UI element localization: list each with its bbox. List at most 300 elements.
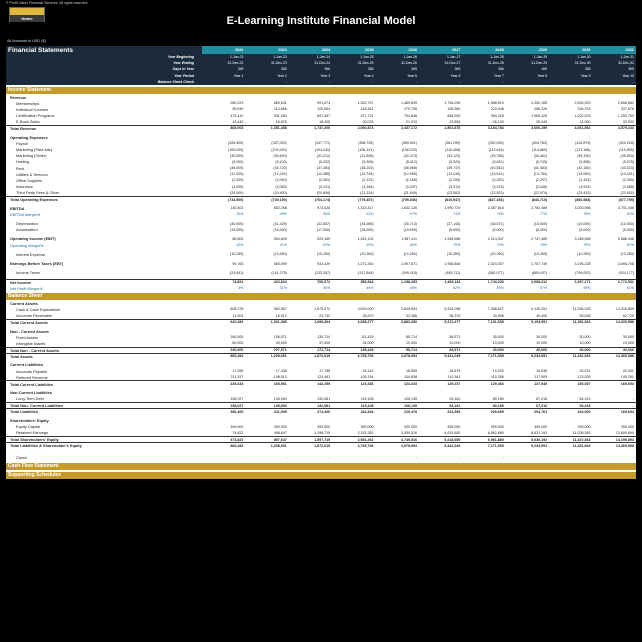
value-cell: 1,743,230 [487,280,504,285]
value-cell: (16,000) [273,227,287,232]
value-cell: (799,057) [575,270,591,275]
value-cell: 31% [279,286,287,291]
table-row [6,353,636,359]
value-cell: - [502,455,504,460]
value-cell: 53% [322,243,331,248]
value-cell: (3,446) [535,184,548,189]
row-label: Revenue [10,94,27,100]
value-cell: 105,194 [360,375,374,380]
value-cell: 399,000 [317,424,331,429]
row-label: Equity Capital [16,424,41,430]
value-cell: 23,895 [449,119,461,124]
value-cell: (877,795) [618,197,634,202]
row-label: Amortization [16,227,38,233]
value-cell: 11,431,663 [572,443,591,448]
value-cell: 26,100 [492,119,504,124]
value-cell: (34,461) [533,153,548,158]
value-cell: (119,509) [618,147,634,152]
row-label: Rent [16,165,25,171]
value-cell: 531,284 [273,113,287,118]
value-cell: 135,714 [317,335,331,340]
value-cell: 7,131,535 [487,320,504,325]
value-cell: 2,629,000 [357,307,374,312]
meta-row-label: Balance Sheet Check [157,79,194,84]
value-cell: 15,440 [232,119,244,124]
value-cell: (38,968) [403,166,417,171]
value-cell: (2,297) [535,178,548,183]
meta-row-label: Year Beginning [167,55,194,60]
value-cell: 40,000 [622,348,634,353]
copyright-notice: © Profit Vision Financial Services. All rights reserved. [6,1,89,5]
value-cell: (22,974) [533,190,548,195]
value-cell: 40% [322,286,331,291]
value-cell: 207,571 [273,348,287,353]
value-cell: 18,405 [319,119,331,124]
value-cell: (10,000) [533,221,548,226]
value-cell: 123,343 [403,382,417,387]
value-cell: 81% [626,212,634,217]
meta-cell: 1-Jan-26 [403,55,417,60]
value-cell: 165,951 [273,382,287,387]
value-cell: 123,336 [360,382,374,387]
meta-cell: 366 [324,67,331,72]
value-cell: 10,000 [449,341,461,346]
value-cell: (12,000) [230,172,244,177]
value-cell: 222,399 [447,409,461,414]
value-cell: (3,515) [579,184,591,189]
value-cell: (2,208) [448,178,461,183]
year-header: 2025 [332,46,375,54]
value-cell: - [372,455,374,460]
value-cell: 11,336,025 [572,307,591,312]
value-cell: 2,092,874 [357,126,374,131]
value-cell: 31,050 [579,119,591,124]
value-cell: (10,260) [316,252,331,257]
value-cell: 399,000 [360,424,374,429]
value-cell: 60% [366,243,374,248]
row-label: Intangible Assets [16,340,46,346]
value-cell: 150,057 [577,382,591,387]
value-cell: (317,848) [358,270,374,275]
meta-cell: - [545,79,548,84]
value-cell: 129,237 [447,382,461,387]
value-cell: (5,858) [579,159,591,164]
value-cell: (10,260) [490,252,504,257]
value-cell: 1,736,039 [444,101,461,106]
value-cell: 3,350,516 [400,430,417,435]
value-cell: (19,000) [403,227,417,232]
row-label: Cash & Cash Equivalents [16,306,61,312]
meta-cell: - [285,79,287,84]
meta-cell: 31-Dec-23 [270,61,287,66]
value-cell: (5,743) [535,159,548,164]
value-cell: 148,361 [360,107,374,112]
value-cell: (5,202) [318,159,331,164]
value-cell: 13,800,894 [615,430,634,435]
meta-cell: 365 [454,67,461,72]
value-cell: 1,642,126 [400,206,417,211]
row-label: Operating Margin% [10,242,44,248]
value-cell: 132,081 [317,396,331,401]
value-cell: (32,857) [316,221,331,226]
value-cell: (5,000) [535,227,548,232]
value-cell: 18,505 [405,369,417,374]
value-cell: (3,378) [492,184,504,189]
value-cell: (14,341) [620,172,634,177]
value-cell: (5,100) [275,159,287,164]
value-cell: - [415,455,417,460]
value-cell: 56% [322,212,331,217]
row-label: Payroll [16,140,28,146]
units-note: All Amounts in USD ($) [7,39,46,43]
table-row [6,442,636,448]
value-cell: 23,732 [319,313,331,318]
row-label: E-Book Sales [16,119,40,125]
year-header: 2028 [462,46,505,54]
value-cell: 923,169 [317,236,331,241]
value-cell: (24,941) [230,270,244,275]
value-cell: 473,822 [230,437,244,442]
meta-cell: - [632,79,634,84]
value-cell: 991,674 [317,101,331,106]
value-cell: 59% [583,286,591,291]
value-cell: 60,000 [232,341,244,346]
value-cell: 1,069,425 [531,113,548,118]
financial-statements-header [6,46,636,54]
value-cell: 65% [409,243,417,248]
value-cell: 170,706 [403,107,417,112]
value-cell: 2,551,262 [357,437,374,442]
value-cell: 6,562,880 [487,430,504,435]
value-cell: 3,200,968 [574,206,591,211]
home-button-label: Home [10,15,44,22]
value-cell: 54,243 [579,396,591,401]
value-cell: 130,503 [230,206,244,211]
row-label: Deferred Revenue [16,374,48,380]
meta-cell: - [329,79,331,84]
value-cell: (12,989) [403,172,417,177]
value-cell: 11,391,663 [572,320,591,325]
value-cell: 30,000 [536,335,548,340]
value-cell: (2,252) [492,178,504,183]
value-cell: 15% [236,212,244,217]
row-label: Non-Current Liabilities [10,390,52,396]
value-cell: (3,247) [405,184,417,189]
value-cell: (37,454) [316,166,331,171]
value-cell: 145,054 [273,403,287,408]
statement-sections [6,87,636,479]
value-cell: 55% [496,286,504,291]
row-label: Current Liabilities [10,362,44,368]
page-title: E-Learning Institute Financial Model [226,15,416,27]
value-cell: (30,000) [230,153,244,158]
meta-cell: 1-Jan-31 [620,55,634,60]
value-cell: 180,000 [230,335,244,340]
value-cell: 49,000 [275,341,287,346]
meta-cell: 31-Dec-24 [314,61,331,66]
year-header: 2031 [593,46,636,54]
value-cell: 10,000 [579,341,591,346]
section-header[interactable]: Supporting Schedules [6,472,636,479]
value-cell: 19,200 [492,369,504,374]
value-cell: (489,711) [445,270,461,275]
value-cell: (5,000) [492,227,504,232]
value-cell: (2,040) [275,178,287,183]
value-cell: (5,000) [448,227,461,232]
value-cell: 9,194,951 [531,320,548,325]
value-cell: 111,429 [361,335,374,340]
value-cell: 40,000 [536,348,548,353]
value-cell: (12,485) [316,172,331,177]
meta-cell: 31-Dec-29 [531,61,548,66]
value-cell: 125,654 [317,107,331,112]
value-cell: 5,218,650 [444,437,461,442]
value-cell: 169,694 [620,382,634,387]
value-cell: 1,489,605 [400,101,417,106]
value-cell: 256,226 [534,107,548,112]
value-cell: 18,875 [449,369,461,374]
logo-bar [10,8,44,15]
value-cell: - [632,403,634,408]
value-cell: 204,300 [577,409,591,414]
value-cell: 620,282 [230,320,244,325]
meta-row [6,79,636,85]
value-cell: (3,184) [362,184,374,189]
meta-cell: 1-Jan-30 [577,55,591,60]
value-cell: 52% [453,286,461,291]
value-cell: (43,023) [620,166,634,171]
value-cell: 28,440 [536,119,548,124]
value-cell: (31,429) [273,221,287,226]
value-cell: 608,378 [230,307,244,312]
value-cell: 37,000 [319,341,331,346]
value-cell: 11,028,363 [572,430,591,435]
value-cell: 110,361 [447,375,461,380]
value-cell: 17,438 [275,369,287,374]
value-cell: (40,542) [490,166,504,171]
value-cell: (41,353) [533,166,548,171]
value-cell: 3,686,448 [617,236,634,241]
value-cell: 169,694 [620,409,634,414]
value-cell: 950,418 [490,113,504,118]
value-cell: 2,856,882 [617,101,634,106]
value-cell: 2,772,531 [617,280,634,285]
value-cell: 1,208,651 [270,354,287,359]
meta-cell: - [502,79,504,84]
meta-cell: Year 2 [277,73,287,78]
value-cell: (10,260) [577,252,591,257]
value-cell: 145,054 [273,396,287,401]
value-cell: (110,408) [445,147,461,152]
meta-cell: Year 5 [407,73,417,78]
meta-cell: Year 7 [494,73,504,78]
value-cell: 865,003 [230,126,244,131]
value-cell: 1,675,572 [314,307,331,312]
value-cell: (2,390) [622,178,634,183]
value-cell: (31,212) [316,153,331,158]
value-cell: (39,747) [446,166,461,171]
value-cell: 8,631,192 [531,430,548,435]
value-cell: (15,000) [230,227,244,232]
meta-cell: - [459,79,461,84]
value-cell: (10,000) [577,221,591,226]
value-cell: - [242,455,244,460]
value-cell: (3,060) [275,184,287,189]
year-header: 2029 [506,46,549,54]
value-cell: 1,202,203 [574,113,591,118]
value-cell: 473,410 [230,113,244,118]
value-cell: (404,783) [531,141,548,146]
meta-cell: Year 10 [622,73,634,78]
value-cell: 982,567 [273,307,287,312]
value-cell: 30,000 [579,335,591,340]
value-cell: (30,000) [230,221,244,226]
section-header[interactable]: Balance Sheet [6,293,636,300]
table-row [6,408,636,414]
value-cell: 67,216 [536,403,548,408]
value-cell: 933,429 [317,261,331,266]
value-cell: (21,224) [360,190,374,195]
value-cell: (392,925) [488,141,504,146]
value-cell: 3,883,280 [400,320,417,325]
value-cell: 754,846 [403,113,417,118]
meta-cell: 365 [281,67,287,72]
value-cell: 58,571 [449,335,461,340]
section-header[interactable]: Income Statement [6,87,636,94]
value-cell: 67% [409,212,417,217]
value-cell: 78% [583,243,591,248]
value-cell: 1,313,417 [357,206,374,211]
value-cell: (20,808) [316,190,331,195]
row-label: Check [16,454,28,460]
value-cell: (10,260) [620,252,634,257]
value-cell: (10,260) [360,252,374,257]
meta-cell: 1-Jan-25 [360,55,374,60]
row-label: Insurance [16,184,34,190]
row-label: EBITDA [10,205,25,211]
value-cell: 1,958,846 [444,261,461,266]
value-cell: 40,000 [579,348,591,353]
value-cell: (369,901) [401,141,417,146]
value-cell: 554,839 [273,236,287,241]
table-row [6,347,636,353]
value-cell: 11,904 [232,313,244,318]
value-cell: 158,027 [230,403,244,408]
value-cell: 30,000 [492,335,504,340]
value-cell: (5,975) [622,159,634,164]
value-cell: 80,189 [492,396,504,401]
period-meta [6,54,636,85]
table-row [6,285,636,291]
value-cell: 1,948,586 [444,236,461,241]
value-cell: (860,584) [575,197,591,202]
value-cell: (827,166) [488,197,504,202]
value-cell: 137,545 [534,382,548,387]
value-cell: (32,473) [403,153,417,158]
value-cell: 228,433 [230,382,244,387]
value-cell: 7,171,535 [487,354,504,359]
value-cell: (2,165) [405,178,417,183]
value-cell: 20,031 [579,369,591,374]
section-header[interactable]: Cash Flow Statement [6,463,636,470]
value-cell: 43,598 [492,313,504,318]
value-cell: 2,793,706 [357,443,374,448]
row-label: Total Assets [10,353,33,359]
value-cell: 28,670 [362,313,374,318]
value-cell: (795,046) [401,197,417,202]
value-cell: (734,500) [228,197,244,202]
value-cell: (810,947) [444,197,461,202]
value-cell: 38,379 [449,313,461,318]
value-cell: 62,729 [622,313,634,318]
meta-cell: Year 6 [450,73,461,78]
value-cell: 3,196,228 [574,261,591,266]
row-label: Total Operating Expenses [10,197,58,203]
value-cell: (399,418) [401,270,417,275]
value-cell: 399,000 [534,424,548,429]
row-label: Total Liabilities [10,409,39,415]
year-header: 2030 [549,46,592,54]
row-label: Total Liabilities & Shareholder's Equity [10,443,82,449]
header-label: Financial Statements [8,46,74,54]
value-cell: 386,460 [230,409,244,414]
value-cell: 14,206,859 [615,307,634,312]
meta-cell: - [372,79,374,84]
value-cell: - [632,455,634,460]
value-cell: 85,503 [232,236,244,241]
meta-cell: 365 [411,67,417,72]
row-label: Marketing (Other) [16,153,47,159]
row-label: Individual Courses [16,106,49,112]
value-cell: (23,902) [620,190,634,195]
value-cell: 113,666 [274,107,287,112]
meta-cell: 31-Dec-30 [574,61,591,66]
value-cell: 57% [539,286,548,291]
value-cell: (326,500) [228,141,244,146]
value-cell: (106,121) [358,147,374,152]
value-cell: (10,260) [533,252,548,257]
value-cell: (2,122) [362,178,374,183]
value-cell: 110,266 [491,375,504,380]
value-cell: (749,190) [271,197,287,202]
meta-cell: 31-Dec-22 [227,61,244,66]
value-cell: 3,606,199 [531,126,548,131]
row-label: Hosting [16,159,30,165]
value-cell: 99,763 [232,261,244,266]
value-cell: (10,260) [230,252,244,257]
value-cell: (13,249) [446,172,461,177]
value-cell: 20,431 [622,369,634,374]
meta-cell: - [415,79,417,84]
value-cell: 229,478 [403,409,417,414]
row-label: Income Taxes [16,270,40,276]
value-cell: 223,448 [490,107,504,112]
value-cell: (416,879) [575,141,591,146]
value-cell: 14,329,588 [615,320,634,325]
meta-row-label: Year Ending [173,61,194,66]
value-cell: 1,271,392 [357,261,374,266]
value-cell: 14,199,894 [615,437,634,442]
value-cell: 294,376 [577,107,591,112]
value-cell: 240,000 [230,348,244,353]
value-cell: 1,001,080 [270,320,287,325]
value-cell: 74,822 [232,280,244,285]
row-label: Non - Current Assets [10,328,49,334]
value-cell: (22,523) [490,190,504,195]
value-cell: 4,061,552 [574,126,591,131]
value-cell: 2,533,923 [574,101,591,106]
row-label: Marketing (Paid Ads) [16,147,53,153]
